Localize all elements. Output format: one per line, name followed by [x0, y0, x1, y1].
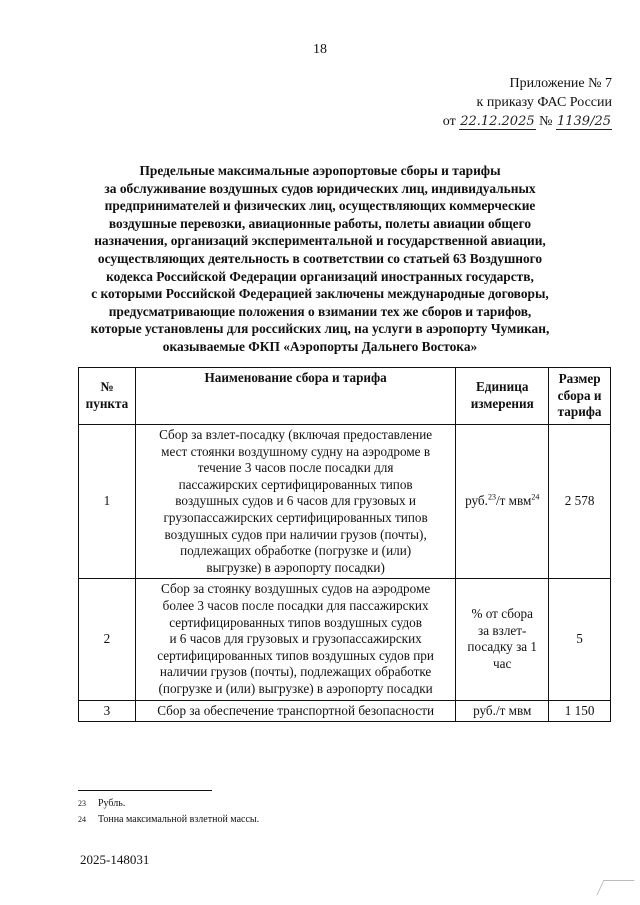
table-row: [79, 579, 611, 700]
fee-unit: % от сбора за взлет- посадку за 1 час: [456, 579, 549, 700]
row-number: 3: [79, 700, 136, 722]
footnote-text: Рубль.: [98, 798, 126, 809]
fee-unit: руб.$^{23}$/т мвм$^{24}$: [456, 425, 549, 579]
title-line: назначения, организаций экспериментальной и государственной авиации,: [94, 233, 546, 249]
handwritten-date: 22.12.2025: [460, 114, 535, 129]
footnote-ref: 24: [531, 492, 540, 502]
fee-name: Сбор за стоянку воздушных судов на аэродроме более 3 часов после посадки для пассажирских сертифицированных типов воздушных судов и 6 часов для грузовых и грузопассажирских сертифицированных типов воздушных судов при наличии грузов (почты), подлежащих обработке (погрузке и (или) выгрузке) в аэропорту посадки: [135, 579, 455, 700]
header-fee-name: Наименование сбора и тарифа: [135, 368, 455, 425]
row-number: 1: [79, 425, 136, 579]
fee-unit: руб./т мвм: [456, 700, 549, 722]
fee-size: 5: [549, 579, 611, 700]
title-line: оказываемые ФКП «Аэропорты Дальнего Востока»: [162, 338, 478, 354]
footnote-mark: 23: [78, 799, 86, 808]
page-corner-mark: [597, 880, 635, 895]
footnotes: [78, 796, 259, 828]
table-row: [79, 700, 611, 722]
appendix-title: Приложение № 7: [509, 76, 612, 91]
fee-size: 1 150: [549, 700, 611, 722]
header-item-number: № пункта: [79, 368, 136, 425]
title-line: воздушные перевозки, авиационные работы, полеты авиации общего: [108, 215, 532, 231]
tariffs-table: [78, 367, 611, 722]
title-line: за обслуживание воздушных судов юридических лиц, индивидуальных: [104, 180, 536, 196]
title-line: предусматривающие положения о взимании тех же сборов и тарифов,: [108, 303, 532, 319]
title-line: осуществляющих деятельность в соответствии со статьей 63 Воздушного: [97, 250, 543, 266]
title-line: предпринимателей и физических лиц, осуществляющих коммерческие: [104, 198, 536, 214]
document-code: 2025-148031: [80, 852, 150, 867]
footnote: [78, 812, 259, 828]
fee-size: 2 578: [549, 425, 611, 579]
number-prefix: №: [539, 114, 553, 129]
footnote-ref: 23: [487, 492, 496, 502]
table-header-row: [79, 368, 611, 425]
appendix-order-ref: к приказу ФАС России: [476, 95, 612, 110]
header-unit: Единица измерения: [456, 368, 549, 425]
title-line: кодекса Российской Федерации организаций иностранных государств,: [106, 268, 534, 284]
footnote-divider: [78, 790, 212, 791]
fee-name: Сбор за взлет-посадку (включая предоставление мест стоянки воздушному судну на аэродроме в течение 3 часов после посадки для пассажирских сертифицированных типов воздушных судов и 6 часов для грузовых и грузопассажирских сертифицированных типов воздушных судов при наличии грузов (почты), подлежащих обработке (погрузке и (или) выгрузке) в аэропорту посадки): [135, 425, 455, 579]
appendix-date-line: [443, 112, 612, 131]
handwritten-order-number: 1139/25: [556, 114, 611, 129]
page-number: 18: [313, 42, 327, 57]
document-title: [70, 162, 570, 356]
row-number: 2: [79, 579, 136, 700]
footnote: [78, 796, 259, 812]
title-line: с которыми Российской Федерацией заключены международные договоры,: [91, 286, 549, 302]
date-prefix: от: [442, 114, 456, 129]
appendix-header: [443, 74, 612, 131]
footnote-text: Тонна максимальной взлетной массы.: [98, 814, 260, 825]
footnote-mark: 24: [78, 815, 86, 824]
header-fee-size: Размер сбора и тарифа: [549, 368, 611, 425]
table-row: [79, 425, 611, 579]
title-line: Предельные максимальные аэропортовые сборы и тарифы: [139, 163, 501, 178]
title-line: которые установлены для российских лиц, на услуги в аэропорту Чумикан,: [90, 321, 550, 337]
fee-name: Сбор за обеспечение транспортной безопасности: [135, 700, 455, 722]
